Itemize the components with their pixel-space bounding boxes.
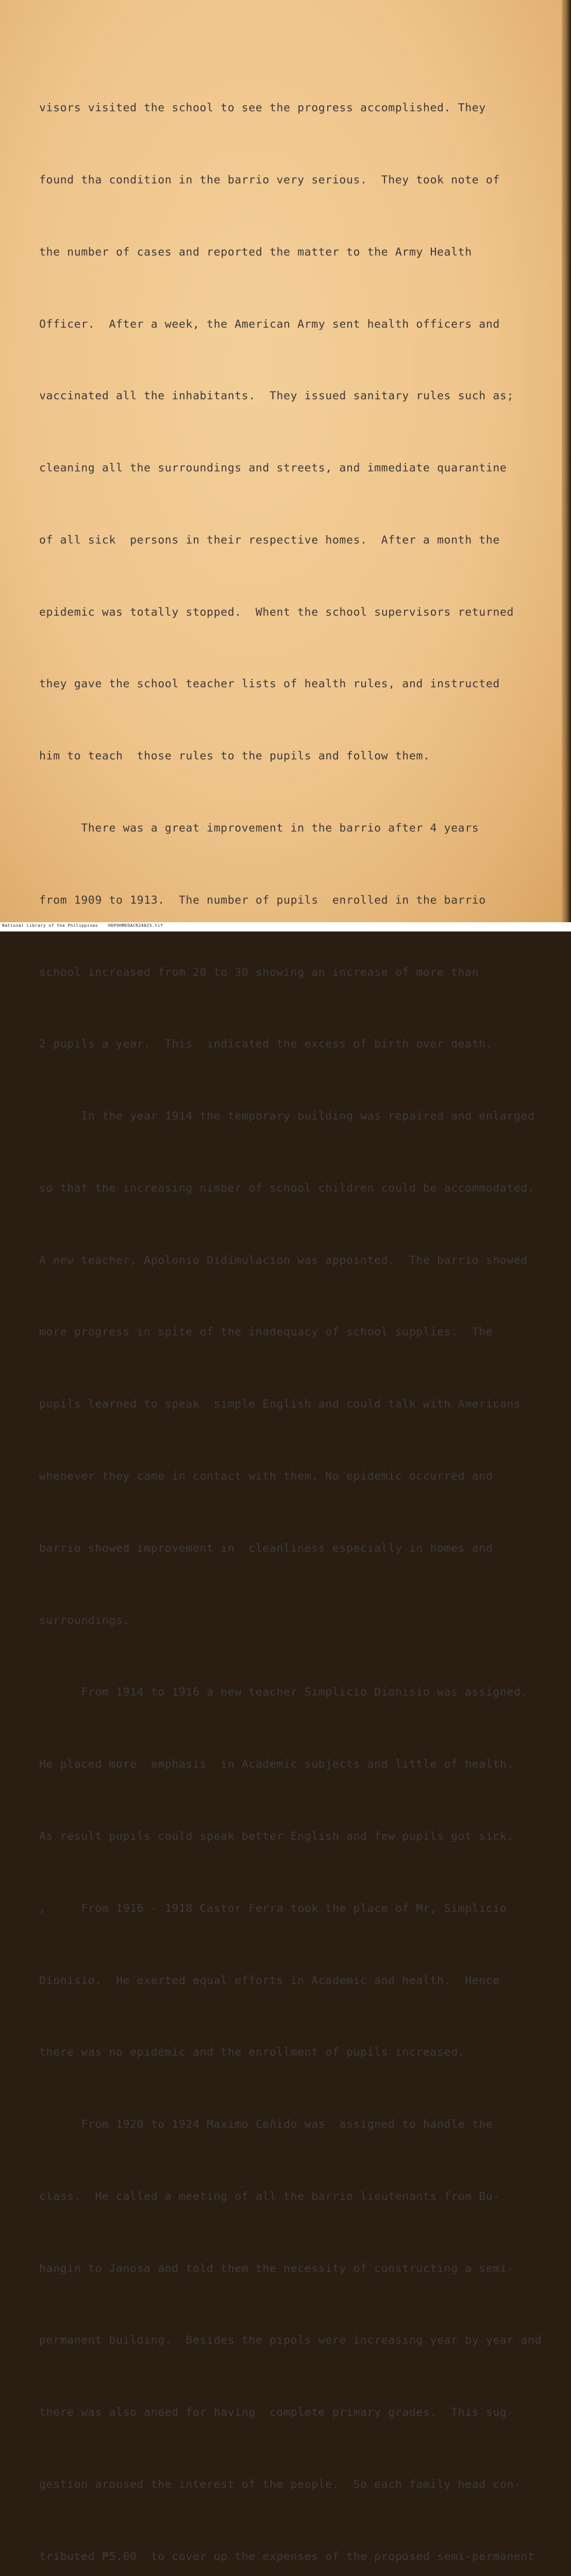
scan-footer [0,922,571,931]
text-line: class. He called a meeting of all the barrio lieutenants from Bu- [39,2190,500,2203]
footer-filename: HDPOHMEDACR24025.tif [108,923,163,928]
text-line: of all sick persons in their respective homes. After a month the [39,533,500,547]
text-line: Officer. After a week, the American Army sent health officers and [39,317,500,331]
text-line: From 1914 to 1916 a new teacher Simplicio Dionisio was assigned. [39,1686,528,1699]
text-line: more progress in spite of the inadequacy of school supplies. The [39,1326,493,1339]
text-line: cleaning all the surroundings and streets, and immediate quarantine [39,462,507,475]
text-line: epidemic was totally stopped. Whent the school supervisors returned [39,605,514,619]
text-line: surroundings. [39,1614,130,1627]
text-line: permanent building. Besides the pipols were increasing year by year and [39,2334,542,2347]
text-line: from 1909 to 1913. The number of pupils enrolled in the barrio [39,893,486,907]
text-line: tributed ₱5.00 to cover up the expenses of the proposed semi-permanent [39,2550,535,2563]
page-edge-shadow [562,0,570,922]
typewritten-text [39,48,560,2576]
text-line: school increased from 20 to 30 showing an increase of more than [39,965,479,979]
text-line: 2 pupils a year. This indicated the excess of birth over death. [39,1038,493,1051]
text-line: pupils learned to speak simple English and could talk with Americans [39,1398,521,1411]
text-line: From 1920 to 1924 Maximo Ceñido was assigned to handle the [39,2118,493,2131]
text-line: In the year 1914 the temporary building was repaired and enlarged [39,1110,535,1123]
text-line: the number of cases and reported the matter to the Army Health [39,245,472,259]
text-line: gestion aroused the interest of the people. So each family head con- [39,2478,521,2491]
text-line: visors visited the school to see the progress accomplished. They [39,101,486,115]
text-line: , From 1916 - 1918 Castor Ferra took the place of Mr, Simplicio [39,1902,507,1915]
text-line: they gave the school teacher lists of health rules, and instructed [39,677,500,691]
text-line: so that the increasing nimber of school children could be accommodated. [39,1181,535,1195]
text-line: A new teacher, Apolonio Didimulacion was appointed. The barrio showed [39,1253,528,1267]
footer-library: National Library of the Philippines [2,923,98,928]
text-line: There was a great improvement in the barrio after 4 years [39,822,479,835]
text-line: Dionisio. He exerted equal efforts in Academic and health. Hence [39,1974,500,1987]
text-line: As result pupils could speak better English and few pupils got sick. [39,1829,514,1843]
text-line: whenever they came in contact with them. No epidemic occurred and [39,1470,493,1483]
text-line: barrio showed improvement in cleanliness especially in homes and [39,1541,493,1555]
text-line: vaccinated all the inhabitants. They issued sanitary rules such as; [39,389,514,403]
text-line: him to teach those rules to the pupils and follow them. [39,750,430,763]
text-line: there was also aneed for having complete primary grades. This sug- [39,2406,514,2419]
text-line: He placed more emphasis in Academic subjects and little of health. [39,1758,514,1771]
text-line: found tha condition in the barrio very serious. They took note of [39,173,500,187]
text-line: there was no epidemic and the enrollment of pupils increased. [39,2046,465,2059]
text-line: hangin to Janosa and told them the necessity of constructing a semi- [39,2262,514,2275]
